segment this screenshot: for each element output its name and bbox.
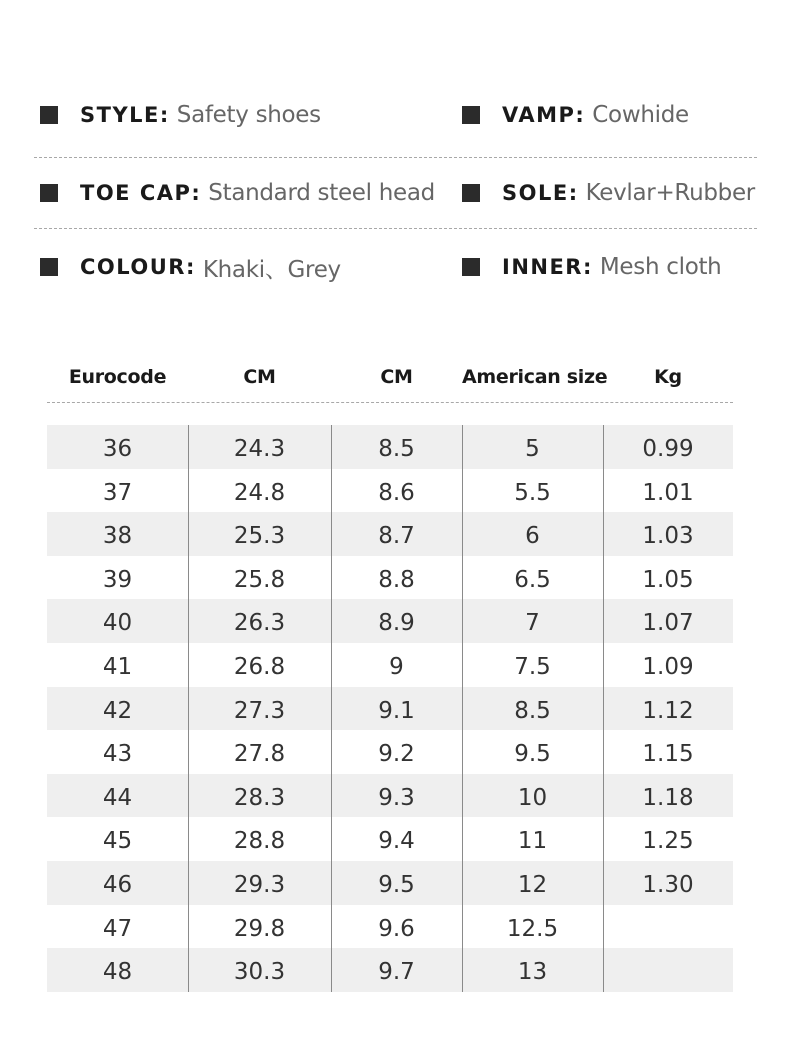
table-cell: 0.99 (642, 436, 694, 462)
table-cell: 41 (102, 653, 133, 680)
bullet-square-icon (462, 106, 480, 124)
table-cell: 39 (102, 566, 133, 593)
bullet-square-icon (40, 106, 58, 124)
header-cm: CM (243, 366, 276, 388)
table-row (47, 817, 733, 861)
table-cell: 7.5 (514, 653, 551, 680)
table-cell: 24.3 (233, 436, 286, 462)
table-row (47, 905, 733, 949)
spec-inner (462, 247, 721, 287)
table-cell: 26.3 (233, 610, 286, 637)
table-cell: 1.25 (642, 828, 694, 855)
spec-label: STYLE: (80, 103, 170, 127)
bullet-square-icon (462, 258, 480, 276)
spec-label: SOLE: (502, 181, 579, 205)
column-separator (188, 425, 189, 992)
table-row (47, 730, 733, 774)
header-cm: CM (380, 366, 413, 388)
table-cell: 8.5 (514, 697, 551, 724)
table-row (47, 948, 733, 992)
table-cell: 27.3 (233, 697, 286, 724)
table-cell: 13 (517, 959, 548, 986)
table-cell: 9.7 (378, 959, 415, 986)
header-kg: Kg (654, 366, 682, 388)
bullet-square-icon (40, 184, 58, 202)
table-cell: 37 (102, 479, 133, 506)
table-cell: 43 (102, 741, 133, 768)
spec-style (40, 95, 321, 135)
table-cell: 1.12 (642, 697, 694, 724)
table-cell: 36 (102, 436, 133, 462)
spec-row-2 (0, 173, 790, 213)
table-cell: 25.3 (233, 523, 286, 550)
table-cell: 1.01 (642, 479, 694, 506)
spec-label: INNER: (502, 255, 593, 279)
table-cell: 12.5 (506, 915, 559, 942)
table-cell: 12 (517, 871, 548, 898)
table-cell: 5 (525, 436, 540, 462)
table-cell: 28.8 (233, 828, 286, 855)
table-row (47, 556, 733, 600)
size-table-header (47, 360, 733, 394)
table-cell: 6.5 (514, 566, 551, 593)
table-cell: 8.5 (378, 436, 415, 462)
spec-row-1 (0, 95, 790, 135)
column-separator (603, 425, 604, 992)
table-cell: 9 (389, 653, 404, 680)
table-cell: 1.07 (642, 610, 694, 637)
spec-value: Mesh cloth (599, 254, 722, 280)
table-cell: 25.8 (233, 566, 286, 593)
spec-value: Khaki、Grey (202, 256, 341, 283)
table-row (47, 599, 733, 643)
spec-value: Standard steel head (208, 180, 435, 206)
table-cell: 40 (102, 610, 133, 637)
table-cell: 46 (102, 871, 133, 898)
table-cell: 38 (102, 523, 133, 550)
table-cell: 7 (525, 610, 540, 637)
table-cell: 48 (102, 959, 133, 986)
table-cell: 9.5 (378, 871, 415, 898)
table-cell: 44 (102, 784, 133, 811)
table-row (47, 469, 733, 513)
spec-colour (40, 247, 341, 287)
table-cell: 1.03 (642, 523, 694, 550)
spec-vamp (462, 95, 689, 135)
spec-divider (34, 228, 757, 229)
table-cell: 24.8 (233, 479, 286, 506)
table-cell: 9.6 (378, 915, 415, 942)
table-row (47, 687, 733, 731)
table-cell: 28.3 (233, 784, 286, 811)
bullet-square-icon (462, 184, 480, 202)
spec-label: COLOUR: (80, 255, 196, 279)
table-cell: 9.5 (514, 741, 551, 768)
table-cell: 47 (102, 915, 133, 942)
table-row (47, 425, 733, 469)
spec-value: Safety shoes (176, 102, 321, 128)
table-cell: 1.05 (642, 566, 694, 593)
table-cell: 10 (517, 784, 548, 811)
table-cell: 9.3 (378, 784, 415, 811)
table-cell: 8.6 (378, 479, 415, 506)
table-row (47, 774, 733, 818)
bullet-square-icon (40, 258, 58, 276)
table-row (47, 861, 733, 905)
table-cell: 9.2 (378, 741, 415, 768)
table-cell: 29.3 (233, 871, 286, 898)
table-cell: 5.5 (514, 479, 551, 506)
spec-value: Cowhide (592, 102, 689, 128)
spec-toe-cap (40, 173, 435, 213)
table-cell (603, 948, 733, 992)
header-american-size: American size (462, 366, 608, 388)
table-cell: 1.30 (642, 871, 694, 898)
table-cell: 6 (525, 523, 540, 550)
column-separator (331, 425, 332, 992)
table-cell: 30.3 (233, 959, 286, 986)
spec-value: Kevlar+Rubber (585, 180, 755, 206)
table-cell: 9.1 (378, 697, 415, 724)
header-eurocode: Eurocode (68, 366, 167, 388)
column-separator (462, 425, 463, 992)
table-row (47, 643, 733, 687)
table-cell: 27.8 (233, 741, 286, 768)
spec-row-3 (0, 247, 790, 287)
table-cell: 29.8 (233, 915, 286, 942)
table-row (47, 512, 733, 556)
table-cell: 45 (102, 828, 133, 855)
table-cell: 11 (517, 828, 548, 855)
spec-sole (462, 173, 755, 213)
table-cell: 9.4 (378, 828, 415, 855)
table-cell: 8.7 (378, 523, 415, 550)
table-cell: 42 (102, 697, 133, 724)
table-cell: 26.8 (233, 653, 286, 680)
spec-label: TOE CAP: (80, 181, 202, 205)
table-cell (603, 905, 733, 949)
spec-label: VAMP: (502, 103, 586, 127)
table-cell: 1.15 (642, 741, 694, 768)
table-cell: 1.09 (642, 653, 694, 680)
header-divider (47, 402, 733, 403)
spec-divider (34, 157, 757, 158)
table-cell: 8.8 (378, 566, 415, 593)
table-cell: 8.9 (378, 610, 415, 637)
table-cell: 1.18 (642, 784, 694, 811)
size-table (47, 425, 733, 992)
